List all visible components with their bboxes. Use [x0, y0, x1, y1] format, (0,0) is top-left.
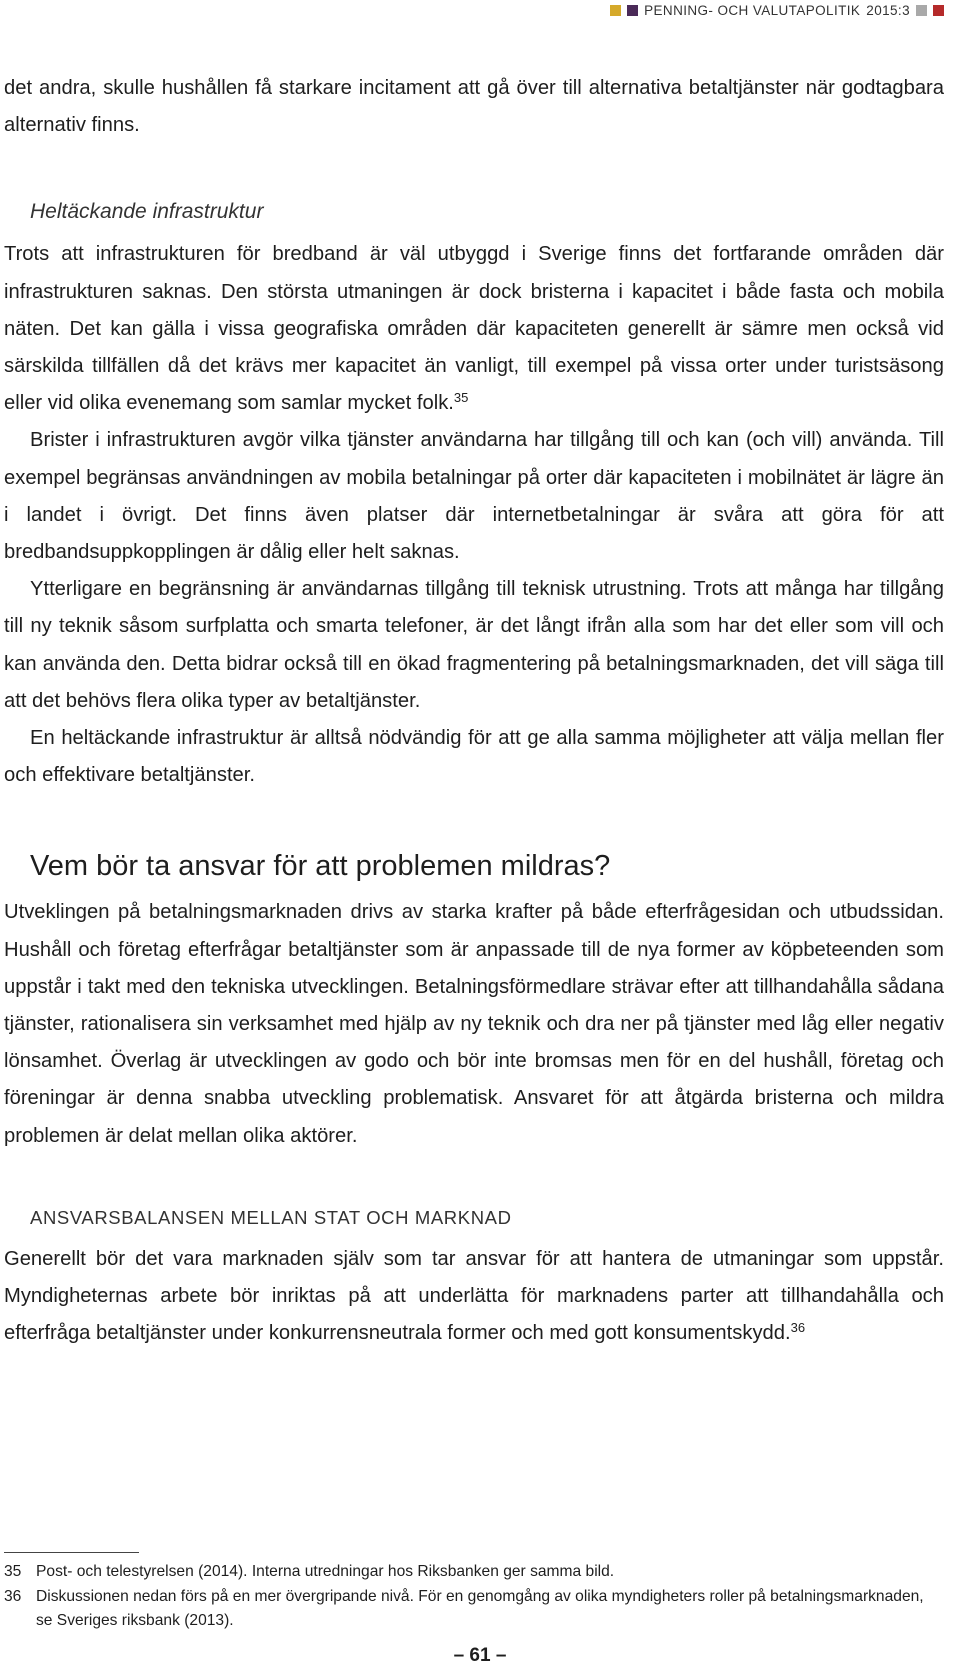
paragraph-infrastructure-3: Ytterligare en begränsning är användarnas tillgång till teknisk utrustning. Trots att många har tillgång till ny teknik såsom surfplatta och smarta telefoner, är det långt ifrån alla som har det eller som vill och kan använda den. Detta bidrar också till en ökad fragmentering på betalningsmarknaden, det vill säga till att det behövs flera olika typer av betaltjänster. — [4, 578, 944, 712]
footnote-35 — [4, 1560, 944, 1585]
running-header — [610, 3, 944, 18]
header-square-gold — [610, 5, 621, 16]
footnote-divider — [4, 1552, 139, 1553]
paragraph-infrastructure-2: Brister i infrastrukturen avgör vilka tjänster användarna har tillgång till och kan (och vill) använda. Till exempel begränsas användningen av mobila betalningar på orter där kapaciteten i mobilnätet är lägre än i landet i övrigt. Det finns även platser där internetbetalningar är svåra att göra för att bredbandsuppkopplingen är dålig eller helt saknas. — [4, 429, 944, 564]
footnote-36 — [4, 1585, 944, 1634]
header-issue: 2015:3 — [866, 3, 910, 18]
page-number: – 61 – — [453, 1645, 507, 1666]
paragraph-text: Generellt bör det vara marknaden själv som tar ansvar för att hantera de utmaningar som uppstår. Myndigheternas arbete bör inriktas på att underlätta för marknadens parter att tillhandahålla och efterfråga betaltjänster under konkurrensneutrala former och med gott konsumentskydd. — [4, 1247, 944, 1345]
footnote-number: 36 — [4, 1587, 22, 1605]
section-heading-responsibility: Vem bör ta ansvar för att problemen mildras? — [30, 850, 611, 883]
paragraph-text: Trots att infrastrukturen för bredband är väl utbyggd i Sverige finns det fortfarande områden där infrastrukturen saknas. Den största utmaningen är dock bristerna i kapacitet i både fasta och mobila näten. Det kan gälla i vissa geografiska områden där kapaciteten generellt är sämre men också vid särskilda tillfällen då det krävs mer kapacitet än vanligt, till exempel på vissa orter under turistsäsong eller vid olika evenemang som samlar mycket folk. — [4, 243, 944, 415]
footnote-ref-35[interactable]: 35 — [453, 390, 469, 406]
paragraph-balance-1 — [4, 1241, 944, 1353]
header-square-purple — [627, 5, 638, 16]
paragraph-infrastructure-1 — [4, 236, 944, 422]
section-heading-infrastructure: Heltäckande infrastruktur — [30, 200, 264, 224]
paragraph-responsibility-1: Utveklingen på betalningsmarknaden drivs av starka krafter på både efterfrågesidan och utbudssidan. Hushåll och företag efterfrågar betaltjänster som är anpassade till de nya former av köpbeteenden som uppstår i takt med den tekniska utvecklingen. Betalningsförmedlare strävar efter att tillhandahålla sådana tjänster, rationalisera sin verksamhet med hjälp av ny teknik och dra ner på tjänster med låg eller negativ lönsamhet. Överlag är utvecklingen av godo och bör inte bromsas men för en del hushåll, företag och föreningar är denna snabba utveckling problematisk. Ansvaret för att åtgärda bristerna och mildra problemen är delat mellan olika aktörer. — [4, 901, 944, 1147]
footnote-number: 35 — [4, 1563, 22, 1580]
footnotes — [4, 1560, 944, 1634]
page-body — [4, 70, 944, 1352]
paragraph-intro: det andra, skulle hushållen få starkare incitament att gå över till alternativa betaltjänster när godtagbara alternativ finns. — [4, 77, 944, 137]
section-heading-balance: ANSVARSBALANSEN MELLAN STAT OCH MARKNAD — [30, 1206, 512, 1228]
paragraph-infrastructure-4: En heltäckande infrastruktur är alltså nödvändig för att ge alla samma möjligheter att välja mellan fler och effektivare betaltjänster. — [4, 727, 944, 787]
footnote-text: Post- och telestyrelsen (2014). Interna utredningar hos Riksbanken ger samma bild. — [36, 1563, 615, 1580]
header-title: PENNING- OCH VALUTAPOLITIK — [644, 3, 861, 18]
header-square-gray — [916, 5, 927, 16]
header-square-red — [933, 5, 944, 16]
footnote-ref-36[interactable]: 36 — [790, 1320, 806, 1336]
footnote-text: Diskussionen nedan förs på en mer övergripande nivå. För en genomgång av olika myndigheters roller på betalningsmarknaden, se Sveriges riksbank (2013). — [36, 1587, 924, 1629]
